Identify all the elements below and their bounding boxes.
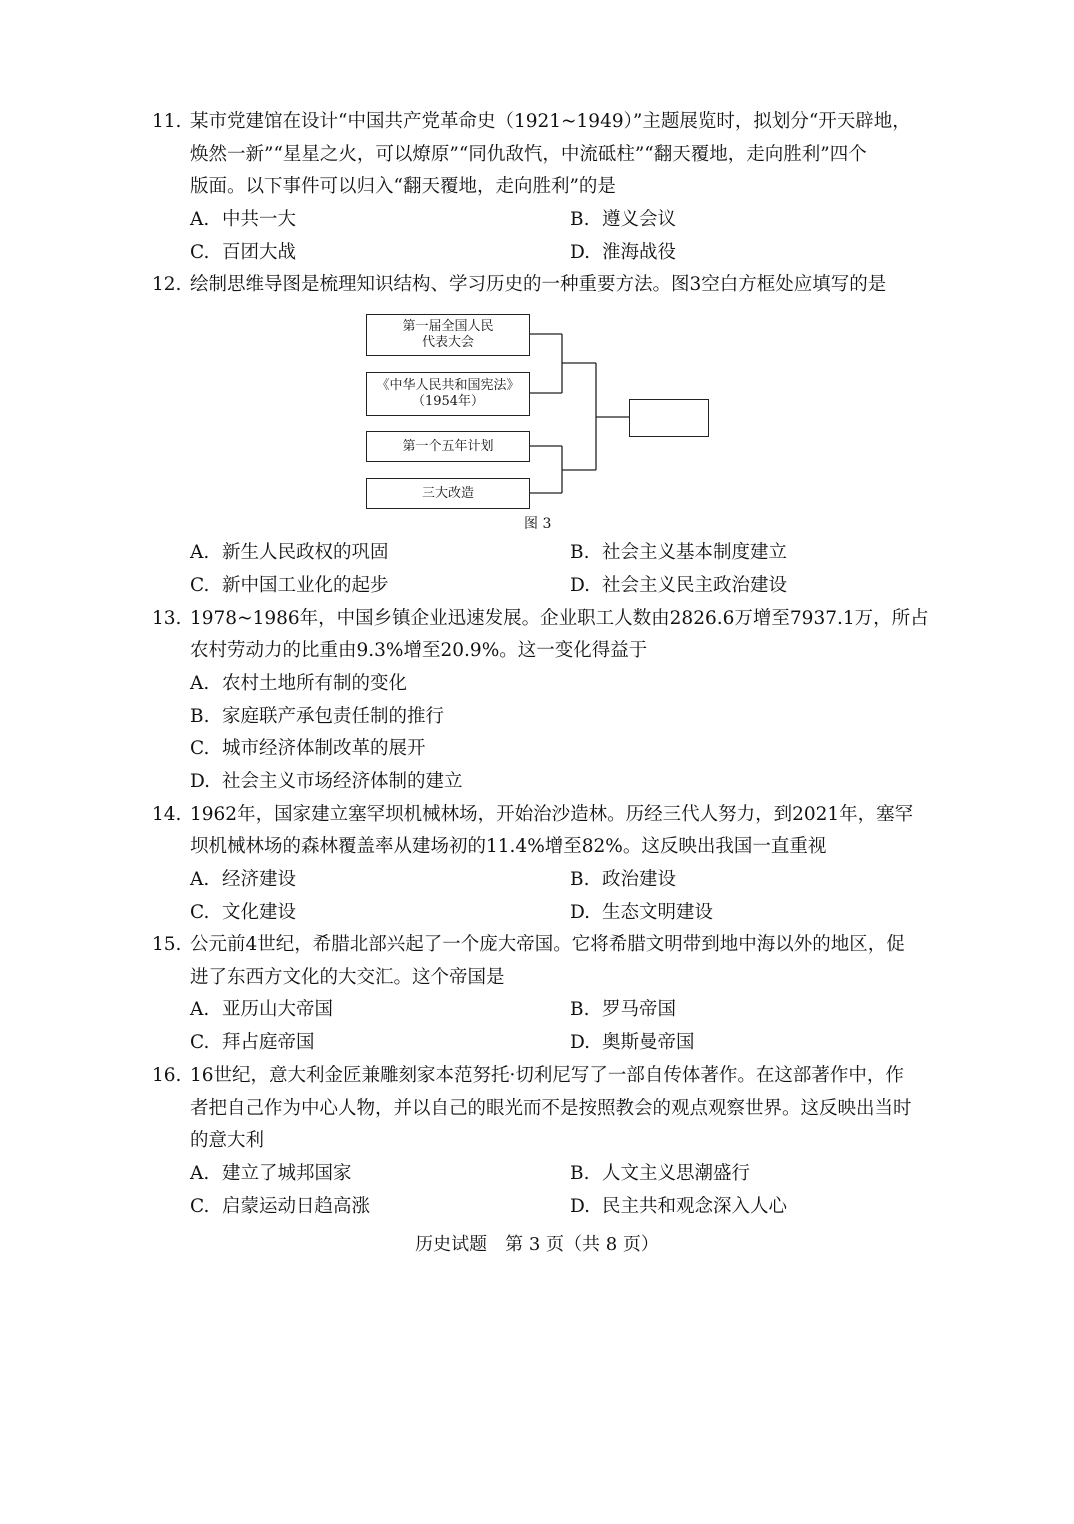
question-stem: 公元前4世纪，希腊北部兴起了一个庞大帝国。它将希腊文明带到地中海以外的地区，促 bbox=[190, 934, 905, 955]
question-number: 12. bbox=[152, 274, 182, 295]
option-c: C. 百团大战 bbox=[190, 242, 297, 263]
option-a: A. 经济建设 bbox=[190, 869, 297, 890]
option-b: B. 社会主义基本制度建立 bbox=[570, 542, 788, 563]
mind-map-box-constitution: 《中华人民共和国宪法》 （1954年） bbox=[366, 372, 530, 416]
question-stem: 焕然一新”“星星之火，可以燎原”“同仇敌忾，中流砥柱”“翻天覆地，走向胜利”四个 bbox=[190, 144, 867, 165]
page-footer: 历史试题 第 3 页（共 8 页） bbox=[415, 1234, 659, 1255]
option-d: D. 社会主义民主政治建设 bbox=[570, 575, 788, 596]
mind-map-figure bbox=[360, 310, 720, 535]
option-c: C. 新中国工业化的起步 bbox=[190, 575, 389, 596]
question-stem: 1978~1986年，中国乡镇企业迅速发展。企业职工人数由2826.6万增至7937.1万，所占 bbox=[190, 608, 929, 629]
option-a: A. 亚历山大帝国 bbox=[190, 999, 334, 1020]
option-c: C. 拜占庭帝国 bbox=[190, 1032, 315, 1053]
question-number: 15. bbox=[152, 934, 182, 955]
mind-map-box-five-year-plan: 第一个五年计划 bbox=[366, 431, 530, 462]
option-d: D. 生态文明建设 bbox=[570, 902, 714, 923]
figure-caption: 图 3 bbox=[524, 516, 552, 532]
question-number: 13. bbox=[152, 608, 182, 629]
option-b: B. 遵义会议 bbox=[570, 209, 677, 230]
option-d: D. 奥斯曼帝国 bbox=[570, 1032, 695, 1053]
option-b: B. 罗马帝国 bbox=[570, 999, 677, 1020]
option-d: D. 淮海战役 bbox=[570, 242, 677, 263]
mind-map-box-npc: 第一届全国人民 代表大会 bbox=[366, 314, 530, 356]
option-a: A. 农村土地所有制的变化 bbox=[190, 673, 408, 694]
question-stem: 某市党建馆在设计“中国共产党革命史（1921~1949）”主题展览时，拟划分“开天辟地， bbox=[190, 111, 911, 132]
question-number: 14. bbox=[152, 804, 182, 825]
option-b: B. 人文主义思潮盛行 bbox=[570, 1163, 751, 1184]
option-a: A. 新生人民政权的巩固 bbox=[190, 542, 389, 563]
question-stem: 农村劳动力的比重由9.3%增至20.9%。这一变化得益于 bbox=[190, 640, 648, 661]
question-stem: 版面。以下事件可以归入“翻天覆地，走向胜利”的是 bbox=[190, 176, 616, 197]
option-b: B. 政治建设 bbox=[570, 869, 677, 890]
question-stem: 坝机械林场的森林覆盖率从建场初的11.4%增至82%。这反映出我国一直重视 bbox=[190, 836, 827, 857]
question-stem: 16世纪，意大利金匠兼雕刻家本范努托·切利尼写了一部自传体著作。在这部著作中，作 bbox=[190, 1065, 904, 1086]
question-number: 11. bbox=[152, 111, 182, 132]
mind-map-blank-box bbox=[629, 399, 709, 437]
option-c: C. 文化建设 bbox=[190, 902, 297, 923]
option-c: C. 启蒙运动日趋高涨 bbox=[190, 1196, 371, 1217]
question-stem: 绘制思维导图是梳理知识结构、学习历史的一种重要方法。图3空白方框处应填写的是 bbox=[190, 274, 887, 295]
option-d: D. 民主共和观念深入人心 bbox=[570, 1196, 788, 1217]
question-number: 16. bbox=[152, 1065, 182, 1086]
option-a: A. 建立了城邦国家 bbox=[190, 1163, 352, 1184]
mind-map-box-three-transformations: 三大改造 bbox=[366, 478, 530, 509]
option-d: D. 社会主义市场经济体制的建立 bbox=[190, 771, 463, 792]
question-stem: 1962年，国家建立塞罕坝机械林场，开始治沙造林。历经三代人努力，到2021年，塞罕 bbox=[190, 804, 914, 825]
option-a: A. 中共一大 bbox=[190, 209, 297, 230]
question-stem: 者把自己作为中心人物，并以自己的眼光而不是按照教会的观点观察世界。这反映出当时 bbox=[190, 1098, 912, 1119]
question-stem: 进了东西方文化的大交汇。这个帝国是 bbox=[190, 967, 505, 988]
option-c: C. 城市经济体制改革的展开 bbox=[190, 738, 426, 759]
question-stem: 的意大利 bbox=[190, 1130, 265, 1151]
option-b: B. 家庭联产承包责任制的推行 bbox=[190, 706, 445, 727]
